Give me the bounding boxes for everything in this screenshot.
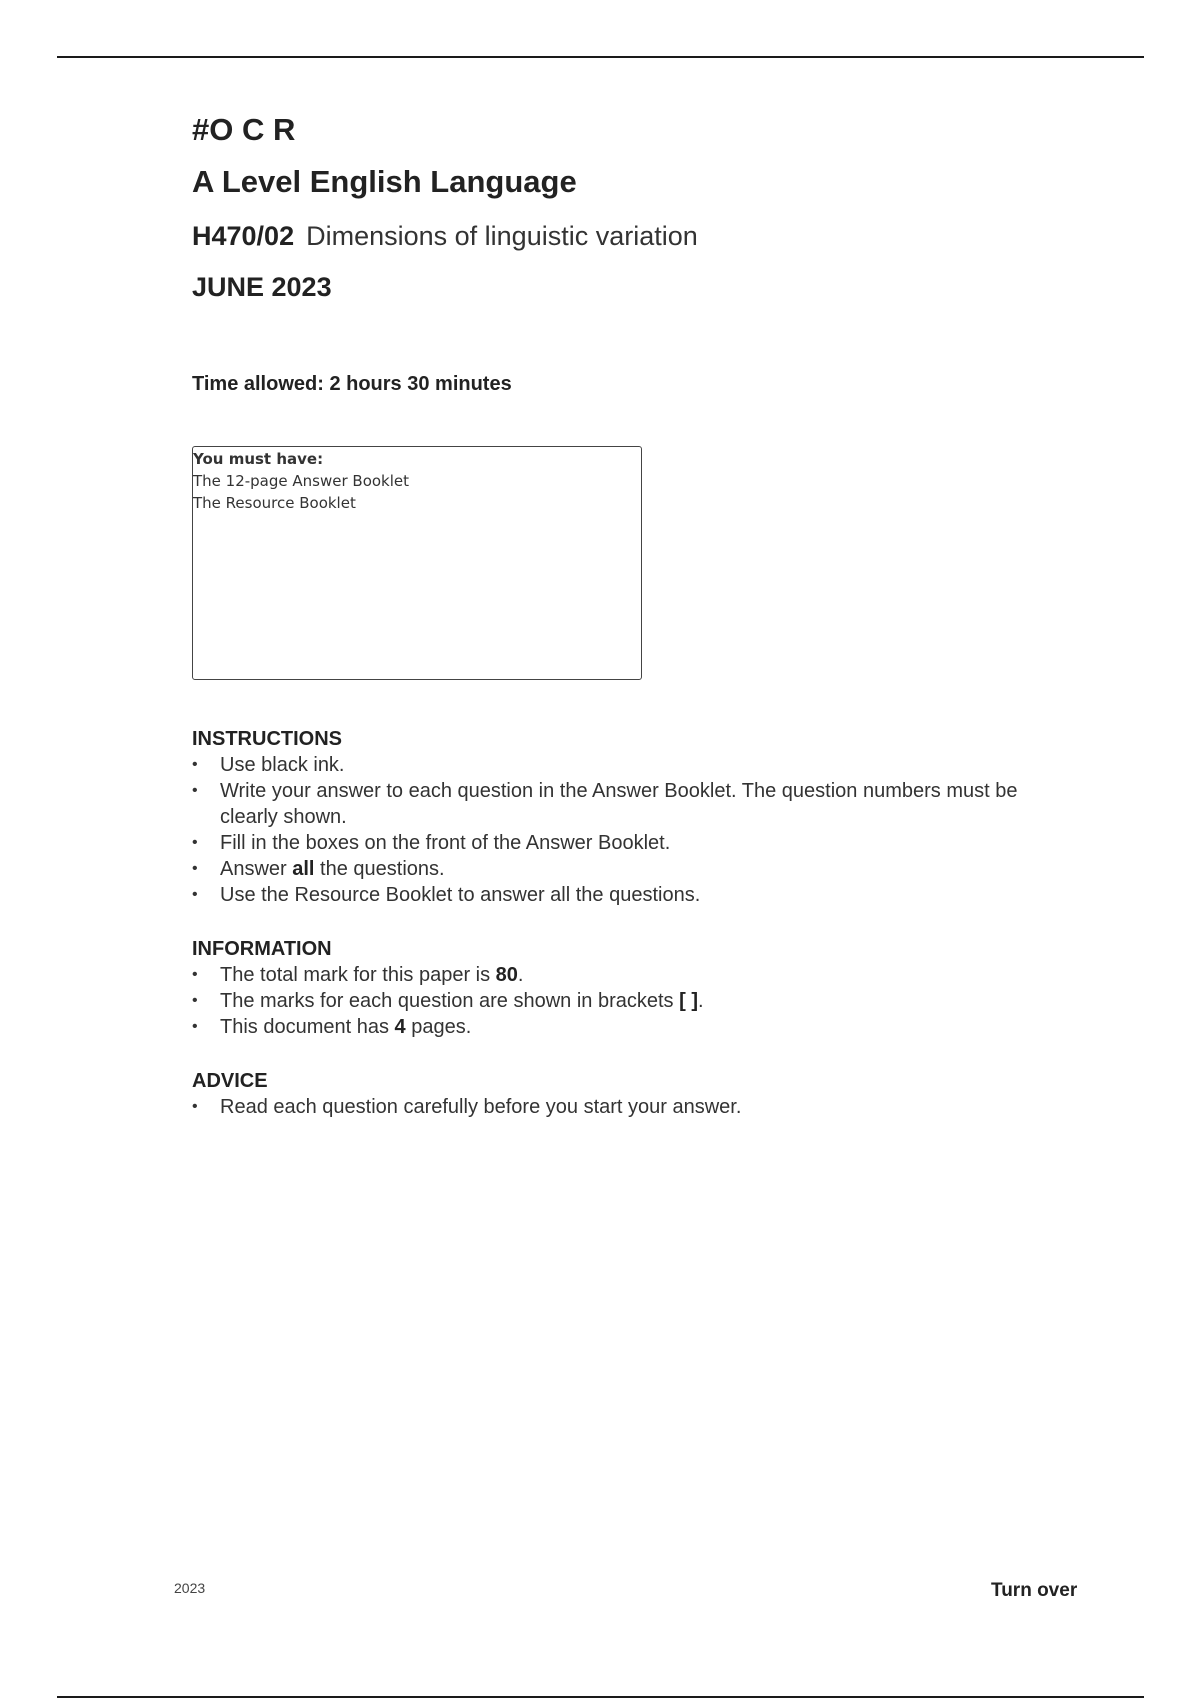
time-allowed: Time allowed: 2 hours 30 minutes [192,373,512,395]
advice-heading: ADVICE [192,1070,268,1092]
paper-line [192,221,698,252]
instructions-heading: INSTRUCTIONS [192,728,342,750]
turn-over-label: Turn over [991,1580,1078,1601]
list-item: • This document has 4 pages. [192,1016,472,1038]
list-item: • Read each question carefully before you start your answer. [192,1096,742,1118]
paper-title: Dimensions of linguistic variation [306,221,698,251]
bullet-icon: • [192,992,198,1009]
bullet-icon: • [192,1018,198,1035]
bullet-icon: • [192,756,198,773]
information-section [192,936,1072,1040]
advice-section [192,1068,1072,1120]
exam-session: JUNE 2023 [192,272,332,302]
top-rule [57,56,1144,58]
instructions-list [192,752,1072,908]
must-have-item: The 12-page Answer Booklet [193,472,410,490]
footer-year: 2023 [174,1580,206,1596]
list-item: • Answer all the questions. [192,858,445,880]
information-heading: INFORMATION [192,938,332,960]
must-have-item: The Resource Booklet [193,494,356,512]
bullet-icon: • [192,834,198,851]
ocr-logo: #O C R [192,112,296,147]
subject-title: A Level English Language [192,164,577,199]
must-have-box [192,446,642,680]
information-list [192,962,1072,1040]
must-have-heading: You must have: [193,450,324,468]
list-item: • Fill in the boxes on the front of the Answer Booklet. [192,832,671,854]
instructions-section [192,726,1072,908]
list-item: • The total mark for this paper is 80. [192,964,524,986]
list-item: • The marks for each question are shown in brackets [ ]. [192,990,704,1012]
bullet-icon: • [192,966,198,983]
bullet-icon: • [192,1098,198,1115]
list-item: • Use the Resource Booklet to answer all the questions. [192,884,701,906]
list-item: • Write your answer to each question in the Answer Booklet. The question numbers must be clearly shown. [192,780,1018,828]
bullet-icon: • [192,886,198,903]
paper-code: H470/02 [192,221,295,251]
list-item: • Use black ink. [192,754,345,776]
advice-list [192,1094,1072,1120]
bullet-icon: • [192,860,198,877]
bullet-icon: • [192,782,198,799]
bottom-rule [57,1696,1144,1698]
